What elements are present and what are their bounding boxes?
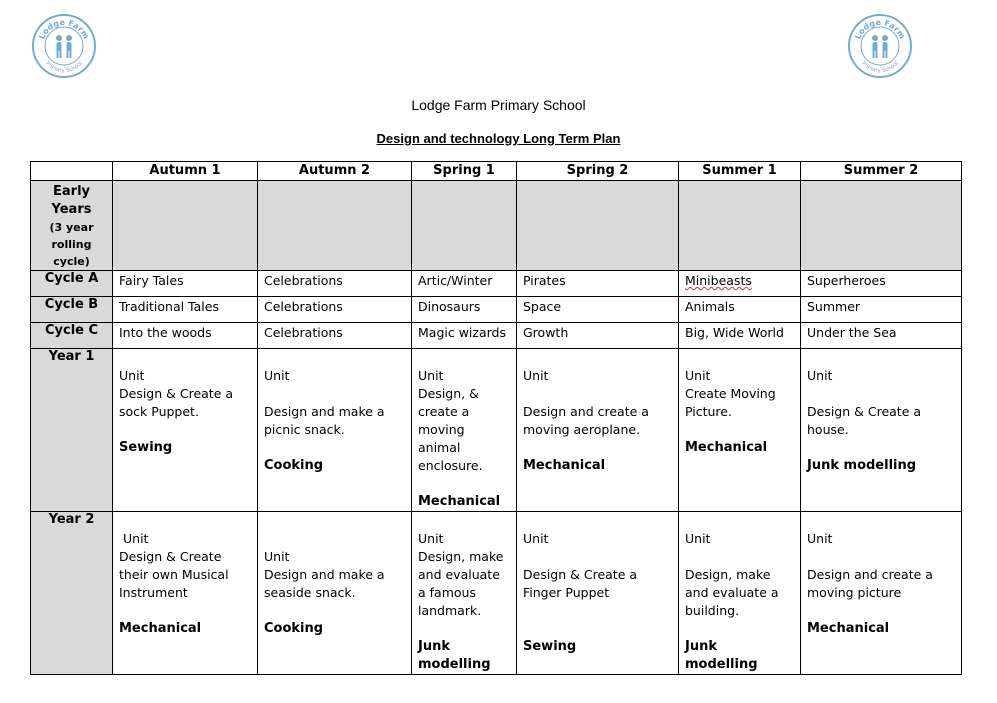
corner-cell [31,162,113,181]
table-cell: Fairy Tales [113,271,258,297]
table-cell [801,512,962,675]
table-cell: Space [517,297,679,323]
table-cell [258,349,412,512]
unit-description: Design & Create a house. [807,404,922,437]
table-cell [517,181,679,271]
unit-description: Design and create a moving aeroplane. [523,404,649,437]
table-cell: Big, Wide World [679,323,801,349]
table-cell [679,512,801,675]
table-cell [113,349,258,512]
column-header: Summer 1 [679,162,801,181]
cycle-row [31,271,962,297]
table-cell: Celebrations [258,271,412,297]
unit-label: Unit [807,368,833,383]
unit-category: Mechanical [685,440,768,455]
table-cell [679,271,801,297]
year-row [31,512,962,675]
unit-category: Junk modelling [685,639,758,672]
unit-description: Design, & create a moving animal enclosure. [418,386,483,473]
table-cell: Summer [801,297,962,323]
table-cell [113,512,258,675]
school-logo [32,14,96,78]
row-header: Cycle B [31,297,113,323]
table-cell: Traditional Tales [113,297,258,323]
unit-label: Unit [418,368,444,383]
column-header: Autumn 2 [258,162,412,181]
unit-label: Unit [264,549,290,564]
unit-category: Junk modelling [807,458,917,473]
early-years-row [31,181,962,271]
table-cell [412,349,517,512]
row-header: Cycle A [31,271,113,297]
table-cell: Under the Sea [801,323,962,349]
row-header: Year 2 [31,512,113,675]
svg-text:Lodge Farm: Lodge Farm [37,17,91,41]
svg-text:Primary School: Primary School [44,60,84,75]
unit-description: Design and make a seaside snack. [264,567,385,600]
unit-description: Design & Create a Finger Puppet [523,567,638,600]
table-cell [679,181,801,271]
table-cell [113,181,258,271]
early-years-label: Early Years [51,184,92,217]
unit-label: Unit [685,368,711,383]
table-cell: Animals [679,297,801,323]
row-header [31,181,113,271]
spellcheck-word: Minibeasts [685,273,752,288]
school-logo [848,14,912,78]
table-cell: Superheroes [801,271,962,297]
unit-label: Unit [119,368,145,383]
unit-label: Unit [523,368,549,383]
table-cell: Into the woods [113,323,258,349]
unit-label: Unit [123,531,149,546]
table-cell [801,181,962,271]
table-cell: Growth [517,323,679,349]
unit-label: Unit [807,531,833,546]
table-cell: Celebrations [258,323,412,349]
unit-label: Unit [523,531,549,546]
long-term-plan-table [30,161,962,675]
unit-description: Design & Create their own Musical Instrument [119,549,229,600]
row-header: Year 1 [31,349,113,512]
unit-label: Unit [685,531,711,546]
column-header: Summer 2 [801,162,962,181]
document-title: Lodge Farm Primary School [411,97,586,113]
table-cell [801,349,962,512]
unit-category: Sewing [523,639,577,654]
table-cell: Dinosaurs [412,297,517,323]
table-cell [412,181,517,271]
cycle-row [31,297,962,323]
unit-description: Design, make and evaluate a famous landmark. [418,549,504,618]
unit-category: Cooking [264,458,324,473]
table-cell [517,349,679,512]
table-cell: Pirates [517,271,679,297]
table-cell [679,349,801,512]
unit-description: Design and make a picnic snack. [264,404,385,437]
unit-category: Junk modelling [418,639,491,672]
unit-description: Create Moving Picture. [685,386,776,419]
column-header: Spring 2 [517,162,679,181]
unit-category: Cooking [264,621,324,636]
column-header: Autumn 1 [113,162,258,181]
early-years-sublabel: (3 year rolling cycle) [49,221,94,268]
table-cell [258,512,412,675]
table-cell: Magic wizards [412,323,517,349]
unit-description: Design & Create a sock Puppet. [119,386,234,419]
year-row [31,349,962,512]
svg-text:Primary School: Primary School [860,60,900,75]
table-cell [412,512,517,675]
row-header: Cycle C [31,323,113,349]
unit-category: Mechanical [418,494,501,509]
unit-label: Unit [418,531,444,546]
table-cell: Artic/Winter [412,271,517,297]
table-cell [517,512,679,675]
table-cell: Celebrations [258,297,412,323]
column-header: Spring 1 [412,162,517,181]
unit-category: Mechanical [807,621,890,636]
unit-category: Mechanical [119,621,202,636]
unit-label: Unit [264,368,290,383]
unit-description: Design, make and evaluate a building. [685,567,779,618]
document-subtitle: Design and technology Long Term Plan [376,131,621,146]
table-cell [258,181,412,271]
unit-category: Sewing [119,440,173,455]
unit-category: Mechanical [523,458,606,473]
cycle-row [31,323,962,349]
svg-text:Lodge Farm: Lodge Farm [853,17,907,41]
header-row [31,162,962,181]
unit-description: Design and create a moving picture [807,567,933,600]
